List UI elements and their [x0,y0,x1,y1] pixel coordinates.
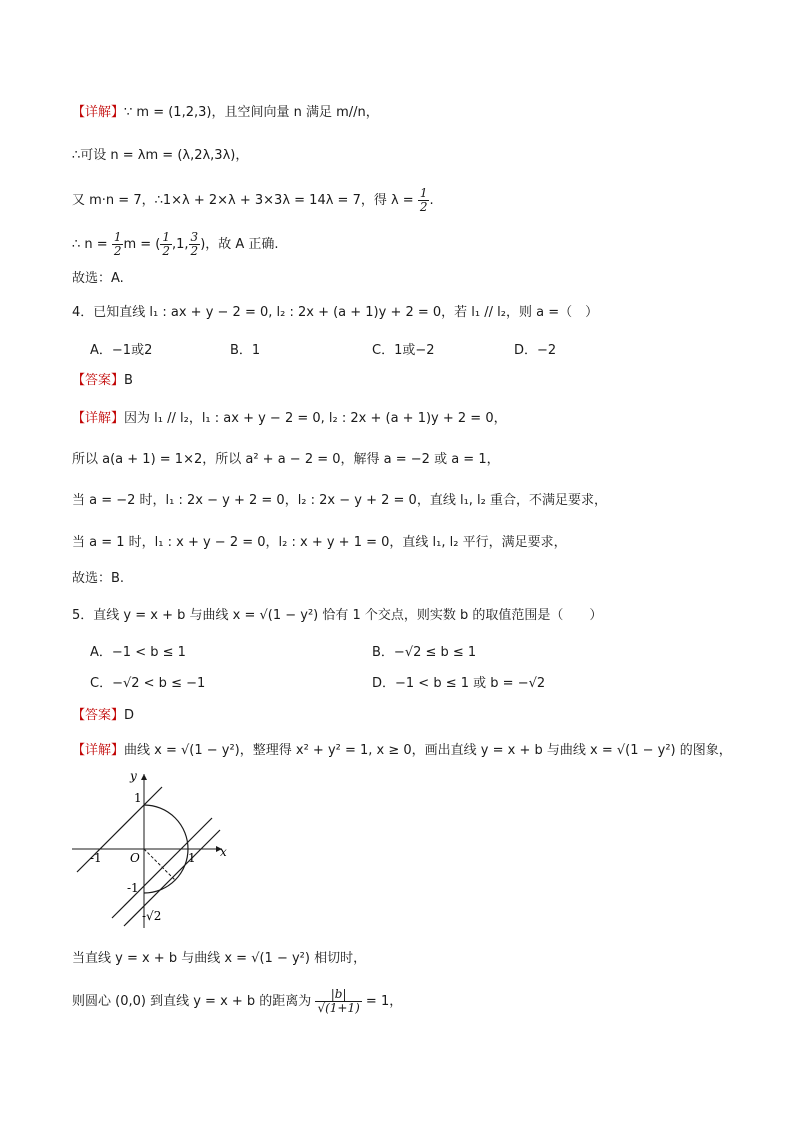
detail-text: 故选：A. [72,271,124,286]
q5-option-d: D．−1 < b ≤ 1 或 b = −√2 [372,676,546,691]
q5-detail-2: 当直线 y = x + b 与曲线 x = √(1 − y²) 相切时， [72,951,367,966]
q5-option-c: C．−√2 < b ≤ −1 [90,676,206,691]
q4-option-d: D．−2 [514,343,557,358]
line-b-neg-1 [112,818,212,918]
q5-option-a: A．−1 < b ≤ 1 [90,645,186,660]
detail-tag: 【详解】 [72,105,125,120]
fraction: $\frac{1}{2}$ [162,230,170,258]
fraction: $\frac{1}{2}$ [419,186,428,214]
tick-1-x: 1 [188,851,196,865]
fraction: $\frac{|b|}{√(1+1)}$ [317,987,360,1015]
detail-line-5 [72,270,124,288]
q5-answer: 【答案】D [72,708,135,723]
q4-detail-2: 所以 a(a + 1) = 1×2，所以 a² + a − 2 = 0，解得 a = −2 或 a = 1， [72,452,500,467]
tick-neg-1-y: -1 [127,881,139,895]
detail-text: ∴可设 n = λm = (λ,2λ,3λ)， [72,148,249,163]
circle-line-figure [72,768,242,938]
q5-detail-3: 则圆心 (0,0) 到直线 y = x + b 的距离为 $\frac{|b|}{√(1+1)}$ = 1， [72,987,403,1015]
detail-text: ∴ n = [72,237,112,252]
q4-option-b: B．1 [230,343,261,358]
q4-option-c: C．1或−2 [372,343,435,358]
detail-line-4: ∴ n = $\frac{1}{2}$ m = ( $\frac{1}{2}$ ,1, $\frac{3}{2}$ )，故 A 正确. [72,230,279,258]
question-4-stem: 4．已知直线 l₁ : ax + y − 2 = 0, l₂ : 2x + (a + 1)y + 2 = 0，若 l₁ // l₂，则 a =（ ） [72,305,599,320]
x-axis-label: x [220,845,227,859]
line-tangent [124,830,220,926]
detail-line-1 [72,104,379,122]
fraction: $\frac{1}{2}$ [113,230,122,258]
tick-neg-1-x: -1 [90,851,102,865]
q5-option-b: B．−√2 ≤ b ≤ 1 [372,645,477,660]
distance-dashed-line [144,849,175,880]
question-5-stem: 5．直线 y = x + b 与曲线 x = √(1 − y²) 恰有 1 个交点，则实数 b 的取值范围是（ ） [72,608,603,623]
y-axis-label: y [130,769,137,783]
q4-detail-1: 【详解】因为 l₁ // l₂，l₁ : ax + y − 2 = 0, l₂ : 2x + (a + 1)y + 2 = 0， [72,411,507,426]
fraction: $\frac{3}{2}$ [190,230,199,258]
q4-detail-5: 故选：B. [72,571,125,586]
origin-label: O [130,851,140,865]
q4-option-a: A．−1或2 [90,343,153,358]
detail-line-2 [72,147,248,165]
q5-detail-1: 【详解】曲线 x = √(1 − y²)，整理得 x² + y² = 1, x ≥ 0，画出直线 y = x + b 与曲线 x = √(1 − y²) 的图象， [72,743,732,758]
q4-detail-4: 当 a = 1 时，l₁ : x + y − 2 = 0，l₂ : x + y + 1 = 0，直线 l₁, l₂ 平行，满足要求， [72,535,567,550]
detail-text: 又 m·n = 7，∴1×λ + 2×λ + 3×3λ = 14λ = 7，得 λ = [72,193,418,208]
detail-text: ∵ m = (1,2,3)，且空间向量 n 满足 m//n， [124,105,379,120]
tick-neg-sqrt2: -√2 [142,909,162,923]
detail-line-3: 又 m·n = 7，∴1×λ + 2×λ + 3×3λ = 14λ = 7，得 λ = $\frac{1}{2}$ . [72,186,434,214]
q4-detail-3: 当 a = −2 时，l₁ : 2x − y + 2 = 0，l₂ : 2x − y + 2 = 0，直线 l₁, l₂ 重合，不满足要求， [72,493,608,508]
q4-answer: 【答案】B [72,373,133,388]
tick-1-y: 1 [134,791,142,805]
